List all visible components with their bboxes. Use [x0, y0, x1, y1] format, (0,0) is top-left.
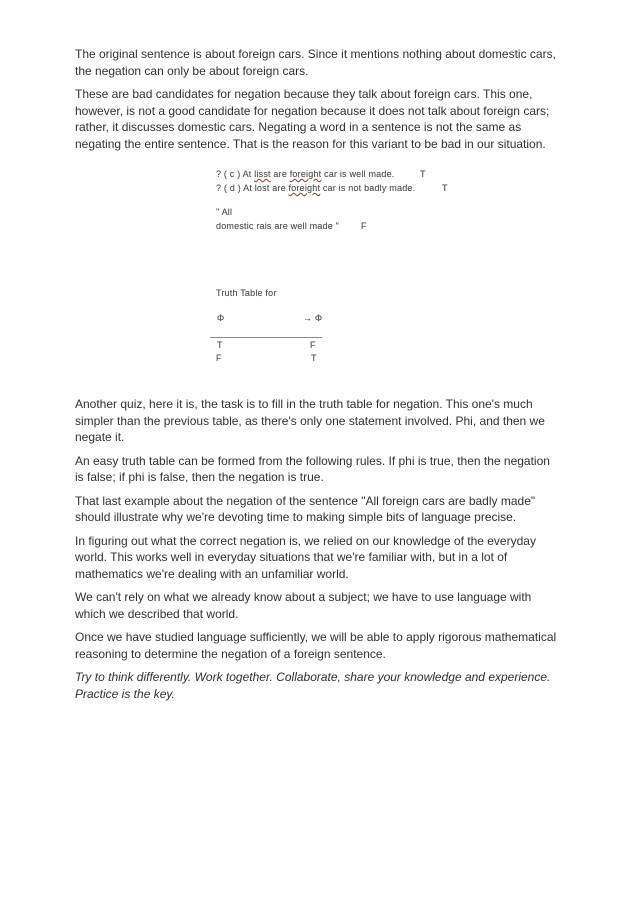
paragraph-line: That last example about the negation of the sentence "All foreign cars are badly made"	[75, 493, 536, 508]
paragraph-line: simpler than the previous table, as there's only one statement involved. Phi, and then we	[75, 413, 545, 428]
paragraph-6	[75, 533, 593, 583]
quiz-option-c-text: ? ( c ) At	[216, 169, 255, 179]
quiz-option-c	[216, 168, 426, 180]
truth-table-cell: F	[216, 353, 222, 363]
quoted-sentence-line-2	[216, 220, 367, 232]
paragraph-line: Practice is the key.	[75, 686, 175, 701]
paragraph-3	[75, 396, 593, 446]
paragraph-line: Once we have studied language sufficiently, we will be able to apply rigorous mathematical	[75, 630, 557, 644]
truth-value-d: T	[442, 183, 448, 193]
paragraph-7	[75, 589, 593, 622]
paragraph-line: The original sentence is about foreign cars. Since it mentions nothing about domestic cars,	[75, 47, 556, 61]
paragraph-line: We can't rely on what we already know about a subject; we have to use language with	[75, 590, 532, 604]
paragraph-line: In figuring out what the correct negation is, we relied on our knowledge of the everyday	[75, 533, 536, 548]
paragraph-5	[75, 493, 593, 526]
paragraph-8	[75, 629, 593, 662]
paragraph-line: Another quiz, here it is, the task is to fill in the truth table for negation. This one's much	[75, 397, 533, 411]
truth-table-caption: Truth Table for	[216, 288, 277, 298]
misspelled-word-foreight: foreight	[288, 183, 321, 193]
truth-value-quote: F	[361, 221, 367, 231]
paragraph-4	[75, 453, 593, 486]
paragraph-line: negating the entire sentence. That is the reason for this variant to be bad in our situation.	[75, 136, 546, 151]
quiz-option-d-text: ? ( d ) At lost are	[216, 183, 289, 193]
quiz-option-c-text: are	[270, 169, 290, 179]
paragraph-9-motivational	[75, 669, 593, 702]
paragraph-line: These are bad candidates for negation because they talk about foreign cars. This one,	[75, 87, 533, 101]
paragraph-line: Try to think differently. Work together. Collaborate, share your knowledge and experience.	[75, 670, 551, 684]
paragraph-line: negate it.	[75, 430, 125, 444]
truth-value-c: T	[420, 169, 426, 179]
quiz-option-d	[216, 182, 448, 194]
paragraph-2	[75, 86, 593, 152]
negation-phi-symbol: → Φ	[303, 313, 323, 323]
truth-table-cell: T	[311, 353, 317, 363]
paragraph-line: should illustrate why we're devoting time to making simple bits of language precise.	[75, 510, 517, 524]
paragraph-line: rather, it discusses domestic cars. Negating a word in a sentence is not the same as	[75, 120, 522, 134]
paragraph-line: reasoning to determine the negation of a foreign sentence.	[75, 646, 386, 661]
paragraph-line: however, is not a good candidate for negation because it does not talk about foreign cars;	[75, 103, 550, 118]
quiz-option-c-text: car is well made.	[321, 169, 395, 179]
paragraph-line: is false; if phi is false, then the negation is true.	[75, 470, 324, 484]
paragraph-1	[75, 46, 593, 79]
misspelled-word-foreight: foreight	[289, 169, 322, 179]
paragraph-line: which we described that world.	[75, 606, 239, 621]
quiz-option-d-text: car is not badly made.	[320, 183, 416, 193]
phi-symbol: Φ	[217, 313, 225, 323]
truth-table-cell: T	[217, 340, 223, 350]
truth-table-cell: F	[310, 340, 316, 350]
quoted-sentence-text: domestic rais are well made "	[216, 221, 340, 231]
paragraph-line: An easy truth table can be formed from the following rules. If phi is true, then the negation	[75, 453, 550, 468]
paragraph-line: the negation can only be about foreign cars.	[75, 63, 309, 78]
paragraph-line: world. This works well in everyday situations that we're familiar with, but in a lot of	[75, 550, 508, 564]
embedded-image-quiz-scan	[216, 165, 593, 381]
paragraph-line: mathematics we're dealing with an unfamiliar world.	[75, 566, 349, 581]
document-content	[75, 46, 593, 709]
truth-table-rule	[210, 337, 322, 338]
misspelled-word-lisst: lisst	[254, 169, 271, 179]
quoted-sentence-line-1: " All	[216, 207, 233, 217]
